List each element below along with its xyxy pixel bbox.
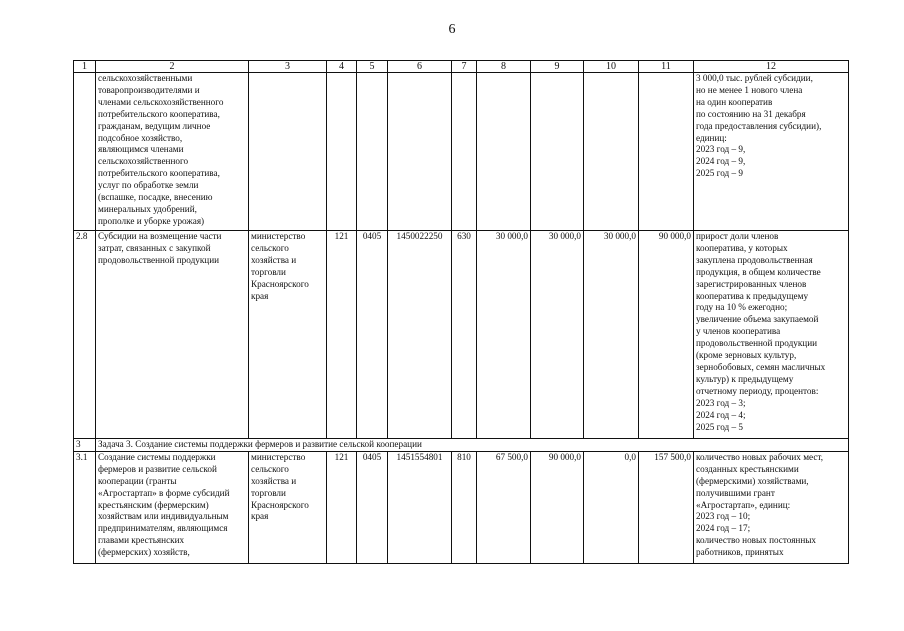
header-cell: 4 bbox=[327, 61, 357, 73]
grbs-code: 121 bbox=[327, 231, 357, 439]
table-row bbox=[74, 451, 849, 563]
page-number: 6 bbox=[448, 22, 456, 37]
responsible-body: министерство сельского хозяйства и торговли Красноярского края bbox=[249, 451, 327, 563]
responsible-body: министерство сельского хозяйства и торговли Красноярского края bbox=[249, 231, 327, 439]
result-indicator: прирост доли членов кооператива, у которых закуплена продовольственная продукция, в общем количестве зарегистрированных членов кооператива к предыдущему году на 10 % ежегодно; увеличение объема закупаемой у членов кооператива продовольственной продукции (кроме зерновых культур, зернобобовых, семян масличных культур) к предыдущему отчетному периоду, процентов: 2023 год – 3; 2024 год – 4; 2025 год – 5 bbox=[694, 231, 849, 439]
program-table bbox=[73, 60, 849, 564]
header-cell: 9 bbox=[531, 61, 584, 73]
header-cell: 12 bbox=[694, 61, 849, 73]
header-cell: 1 bbox=[74, 61, 96, 73]
event-description: Субсидии на возмещение части затрат, связанных с закупкой продовольственной продукции bbox=[96, 231, 249, 439]
amount-total: 157 500,0 bbox=[639, 451, 694, 563]
expense-type: 630 bbox=[452, 231, 477, 439]
header-cell: 11 bbox=[639, 61, 694, 73]
amount-2025: 0,0 bbox=[584, 451, 639, 563]
row-number: 3 bbox=[74, 439, 96, 452]
target-code: 1451554801 bbox=[388, 451, 452, 563]
grbs-code: 121 bbox=[327, 451, 357, 563]
target-code: 1450022250 bbox=[388, 231, 452, 439]
expense-type: 810 bbox=[452, 451, 477, 563]
header-cell: 8 bbox=[477, 61, 531, 73]
table-row bbox=[74, 73, 849, 231]
header-cell: 6 bbox=[388, 61, 452, 73]
header-cell: 2 bbox=[96, 61, 249, 73]
amount-2024: 90 000,0 bbox=[531, 451, 584, 563]
header-cell: 10 bbox=[584, 61, 639, 73]
amount-2025: 30 000,0 bbox=[584, 231, 639, 439]
result-indicator: количество новых рабочих мест, созданных крестьянскими (фермерскими) хозяйствами, получившими грант «Агростартап», единиц: 2023 год – 10; 2024 год – 17; количество новых постоянных работников, принятых bbox=[694, 451, 849, 563]
row-number: 3.1 bbox=[74, 451, 96, 563]
header-cell: 5 bbox=[357, 61, 388, 73]
section-code: 0405 bbox=[357, 451, 388, 563]
amount-2023: 67 500,0 bbox=[477, 451, 531, 563]
table-row bbox=[74, 439, 849, 452]
header-cell: 7 bbox=[452, 61, 477, 73]
amount-2023: 30 000,0 bbox=[477, 231, 531, 439]
event-description: сельскохозяйственными товаропроизводителями и членами сельскохозяйственного потребительского кооператива, гражданам, ведущим личное подсобное хозяйство, являющимся членами сельскохозяйственного потребительского кооператива, услуг по обработке земли (вспашке, посадке, внесению минеральных удобрений, прополке и уборке урожая) bbox=[96, 73, 249, 231]
result-indicator: 3 000,0 тыс. рублей субсидии, но не менее 1 нового члена на один кооператив по состоянию на 31 декабря года предоставления субсидии), единиц: 2023 год – 9, 2024 год – 9, 2025 год – 9 bbox=[694, 73, 849, 231]
task-heading: Задача 3. Создание системы поддержки фермеров и развитие сельской кооперации bbox=[96, 439, 849, 452]
header-row bbox=[74, 61, 849, 73]
table-row bbox=[74, 231, 849, 439]
event-description: Создание системы поддержки фермеров и развитие сельской кооперации (гранты «Агростартап» в форме субсидий крестьянским (фермерским) хозяйствам или индивидуальным предпринимателям, являющимся главами крестьянских (фермерских) хозяйств, bbox=[96, 451, 249, 563]
amount-2024: 30 000,0 bbox=[531, 231, 584, 439]
header-cell: 3 bbox=[249, 61, 327, 73]
row-number: 2.8 bbox=[74, 231, 96, 439]
amount-total: 90 000,0 bbox=[639, 231, 694, 439]
section-code: 0405 bbox=[357, 231, 388, 439]
